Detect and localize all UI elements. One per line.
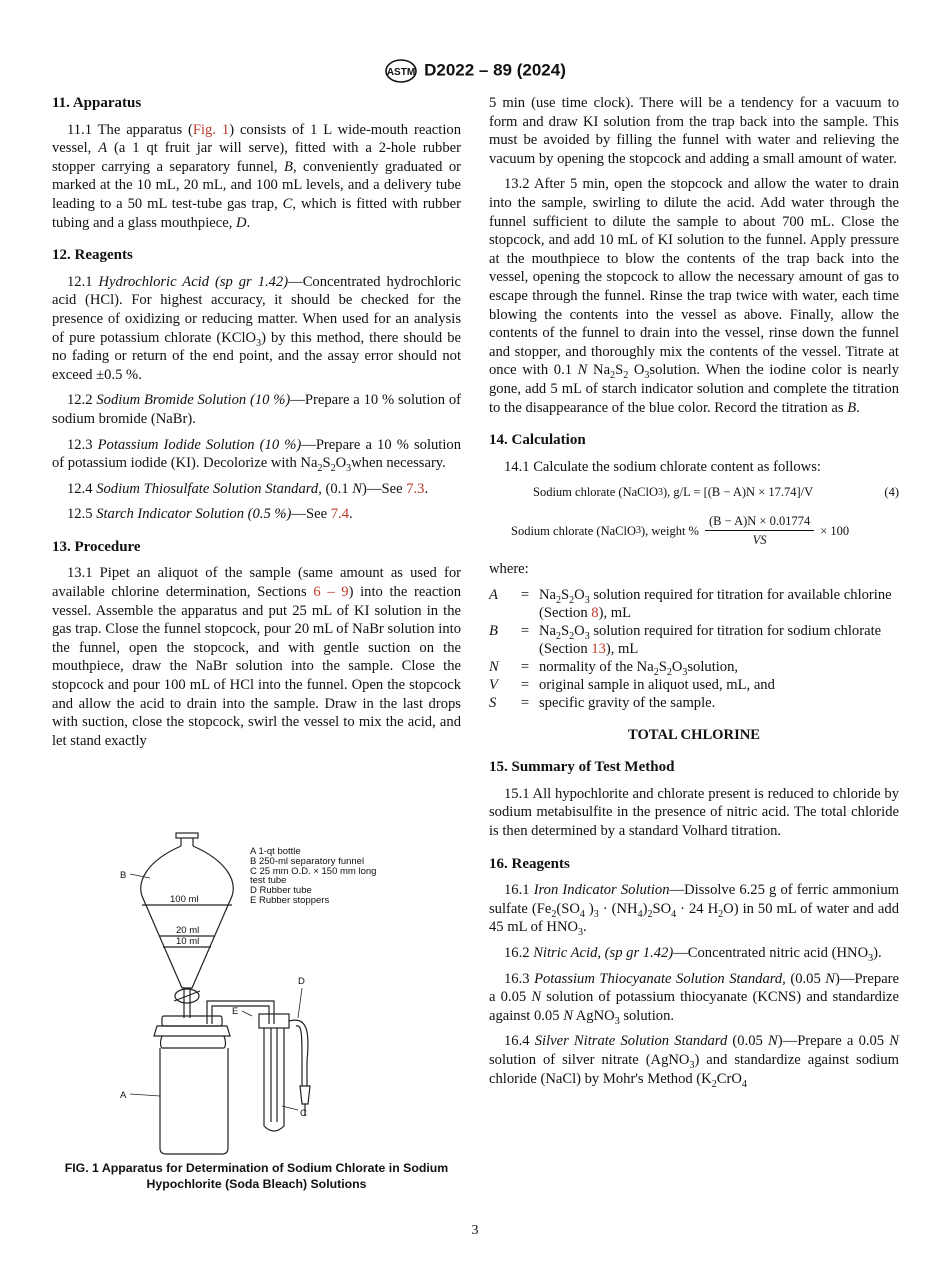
mark-100: 100 ml: [170, 894, 199, 905]
legend-5: E Rubber stoppers: [250, 895, 330, 906]
section-13-title: 13. Procedure: [52, 538, 141, 555]
def-A: A = $Na_2S_2O_3$ solution required for titration for available chlorine (Section 8), mL: [489, 586, 892, 621]
ref-8-link[interactable]: 8: [591, 604, 599, 621]
mark-10: 10 ml: [176, 936, 200, 947]
designation: D2022 – 89 (2024): [424, 60, 566, 80]
right-column: [489, 94, 899, 1095]
para-12-1: 12.1 Hydrochloric Acid (sp gr 1.42)—Concentrated hydrochloric acid (HCl). For highest accuracy, it should be checked for the presence of oxidizing or reducing matter. When used for an analysis of pure potassium chlorate (KClO$_3$) by this method, there should be no fading or return of the end point, and the assay error should not exceed ±0.5 %.: [52, 273, 462, 383]
para-14-1: 14.1 Calculate the sodium chlorate content as follows:: [504, 458, 821, 475]
label-C: C: [300, 1108, 307, 1119]
legend-1: B 250-ml separatory funnel: [250, 856, 365, 867]
legend-4: D Rubber tube: [250, 885, 312, 896]
para-16-4: 16.4 Silver Nitrate Solution Standard (0.05 N)—Prepare a 0.05 N solution of silver nitrate (AgNO$_3$) and standardize against sodium chloride (NaCl) by Mohr's Method ($K_2CrO_4$: [489, 1033, 900, 1090]
para-12-5: 12.5 Starch Indicator Solution (0.5 %)—See 7.4.: [67, 506, 353, 523]
def-N: N = normality of the $Na_2S_2O_3solution$,: [489, 658, 739, 678]
apparatus-diagram: [52, 826, 461, 1156]
def-B: B = $Na_2S_2O_3$ solution required for titration for sodium chlorate (Section 13), mL: [489, 622, 882, 657]
section-12-title: 12. Reagents: [52, 247, 133, 264]
ref-7-3-link[interactable]: 7.3: [406, 480, 425, 497]
ref-7-4-link[interactable]: 7.4: [330, 506, 349, 523]
variable-definitions: [489, 586, 899, 712]
legend-3: test tube: [250, 875, 287, 886]
legend-2: C 25 mm O.D. × 150 mm long: [250, 866, 377, 877]
ref-13-link[interactable]: 13: [591, 640, 606, 657]
para-16-3: 16.3 Potassium Thiocyanate Solution Standard, (0.05 N)—Prepare a 0.05 N solution of potassium thiocyanate (KCNS) and standardize against 0.05 N AgNO$_3$ solution.: [489, 970, 900, 1027]
astm-logo-icon: [384, 58, 418, 84]
para-13-2: 13.2 After 5 min, open the stopcock and allow the water to drain into the sample, swirling to dilute the acid. Add water through the funnel sufficient to dilute the sample to about 700 mL. Close the stopcock, and add 10 mL of KI solution to the funnel. Apply pressure at the mouthpiece to blow the contents of the trap back into the vessel, opening the stopcock to allow the necessary amount of gas to escape through the funnel. Rinse the trap twice with water, each time blowing the contents into the vessel as above. Finally, allow the contents of the funnel to drain into the vessel, rinse down the funnel and stopper, and thoroughly mix the contents of the vessel. Titrate at once with 0.1 N $Na_2S_2$ $O_3solution$. When the iodine color is nearly gone, add 5 mL of starch indicator solution and complete the titration to the disappearance of the blue color. Record the titration as B.: [489, 176, 899, 416]
para-13-1-cont: 5 min (use time clock). There will be a tendency for a vacuum to form and draw KI solution from the trap back into the sample. This must be avoided by filling the funnel with water and relieving the vacuum by opening the stopcock and adding a small amount of water.: [489, 95, 899, 167]
label-B: B: [120, 870, 127, 881]
para-16-1: 16.1 Iron Indicator Solution—Dissolve 6.25 g of ferric ammonium sulfate ($Fe_2(SO_4$ )$_3 \cdot (NH_4)_2SO_4 \cdot 24$ $H_2O$) in 50 mL of water and add 45 mL of $HNO_3$.: [489, 882, 899, 939]
label-A: A: [120, 1090, 127, 1101]
section-11-title: 11. Apparatus: [52, 95, 142, 111]
eq5-numerator: (B − A)N × 0.01774: [705, 512, 814, 532]
fig1-link[interactable]: Fig. 1: [192, 121, 230, 138]
mark-20: 20 ml: [176, 925, 200, 936]
total-chlorine-heading: TOTAL CHLORINE: [627, 726, 761, 743]
ref-sections-link[interactable]: 6 – 9: [313, 584, 349, 601]
def-V: V = original sample in aliquot used, mL, and: [489, 676, 775, 693]
section-15-title: 15. Summary of Test Method: [489, 759, 675, 776]
svg-text:ASTM: ASTM: [386, 67, 416, 78]
para-12-2: 12.2 Sodium Bromide Solution (10 %)—Prepare a 10 % solution of sodium bromide (NaBr).: [52, 392, 461, 427]
para-15-1: 15.1 All hypochlorite and chlorate present is reduced to chloride by sodium metabisulfite in the presence of nitric acid. The total chloride is then determined by a standard Volhard titration.: [489, 785, 899, 840]
para-16-2: 16.2 Nitric Acid, (sp gr 1.42)—Concentrated nitric acid $(HNO_3)$.: [504, 945, 882, 964]
equation-4: Sodium chlorate (NaClO 3 ), g/L = [(B − A)N × 17.74]/V (4): [489, 483, 899, 502]
section-14-title: 14. Calculation: [489, 432, 586, 449]
para-11-1: 11.1 The apparatus (Fig. 1) consists of 1 L wide-mouth reaction vessel, A (a 1 qt fruit jar will serve), fitted with a 2-hole rubber stopper carrying a separatory funnel, B, conveniently graduated or marked at the 10 mL, 20 mL, and 100 mL levels, and a delivery tube leading to a 50 mL test-tube gas trap, C, which is fitted with rubber tubing and a glass mouthpiece, D.: [52, 121, 461, 231]
eq5-denominator: VS: [752, 533, 767, 548]
label-E: E: [232, 1006, 239, 1017]
label-D: D: [298, 976, 305, 987]
para-12-4: 12.4 Sodium Thiosulfate Solution Standard, (0.1 N)—See 7.3.: [67, 480, 429, 497]
page-header: [0, 58, 950, 84]
para-12-3: 12.3 Potassium Iodide Solution (10 %)—Prepare a 10 % solution of potassium iodide (KI). Decolorize with $Na_2S_2O_3when$ necessary.: [52, 436, 462, 474]
def-S: S = specific gravity of the sample.: [489, 694, 716, 711]
page-number: 3: [471, 1223, 479, 1238]
legend-0: A 1-qt bottle: [250, 846, 301, 857]
para-13-1: 13.1 Pipet an aliquot of the sample (same amount as used for available chlorine determination, Sections 6 – 9) into the reaction vessel. Assemble the apparatus and put 25 mL of KI solution in the gas trap. Close the funnel stopcock, pour 20 mL of NaBr solution into the funnel, open the stopcock, and with gentle suction on the mouthpiece, draw the NaBr solution into the sample. Close the stopcock and pour 100 mL of HCl into the funnel. Open the stopcock and allow the acid to drain into the sample. Draw in the last drops with suction, close the stopcock, swirl the vessel to mix the acid, and let stand exactly: [52, 565, 462, 749]
where-label: where:: [489, 561, 529, 578]
equation-4-number: (4): [884, 485, 899, 500]
figure-1: [52, 826, 461, 1166]
equation-5: Sodium chlorate (NaClO 3 ), weight % $\frac{(B - A)N \times 0.01774}{VS}$ × 100: [489, 512, 899, 550]
figure-1-caption: FIG. 1 Apparatus for Determination of Sodium Chlorate in Sodium Hypochlorite (Soda Bleach) Solutions: [64, 1161, 449, 1191]
left-column: [52, 94, 461, 757]
section-16-title: 16. Reagents: [489, 855, 570, 872]
